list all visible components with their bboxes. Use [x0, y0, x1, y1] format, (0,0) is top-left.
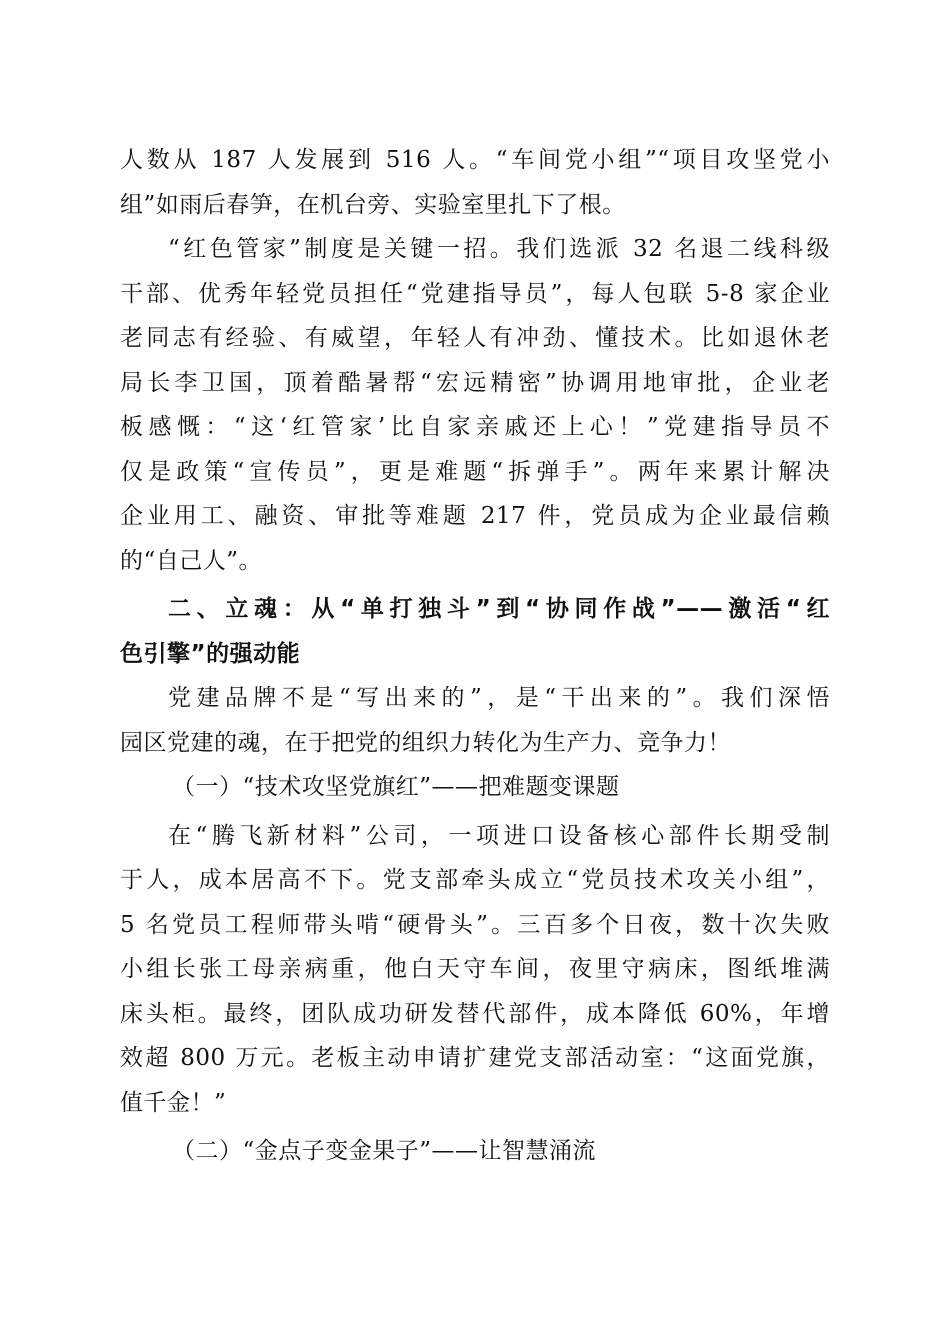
paragraph	[120, 676, 830, 765]
heading-line: 色引擎”的强动能	[120, 640, 301, 667]
text-line: 值千金！”	[120, 1089, 227, 1116]
paragraph	[120, 138, 830, 227]
text-line: 床头柜。最终，团队成功研发替代部件，成本降低 60%，年增	[120, 1000, 830, 1027]
text-line: 组”如雨后春笋，在机台旁、实验室里扎下了根。	[120, 191, 626, 218]
text-line: 人数从 187 人发展到 516 人。“车间党小组”“项目攻坚党小	[120, 147, 830, 173]
text-line: 于人，成本居高不下。党支部牵头成立“党员技术攻关小组”，	[120, 867, 830, 893]
text-line: 小组长张工母亲病重，他白天守车间，夜里守病床，图纸堆满	[120, 956, 830, 982]
text-line: “红色管家”制度是关键一招。我们选派 32 名退二线科级	[168, 236, 830, 262]
text-line: 园区党建的魂，在于把党的组织力转化为生产力、竞争力！	[120, 729, 731, 756]
section-heading	[120, 587, 830, 676]
text-line: 党建品牌不是“写出来的”，是“干出来的”。我们深悟	[168, 685, 830, 711]
text-line: 干部、优秀年轻党员担任“党建指导员”，每人包联 5-8 家企业	[120, 280, 830, 307]
subsection-heading: （一）“技术攻坚党旗红”——把难题变课题	[172, 774, 620, 800]
subsection-heading: （二）“金点子变金果子”——让智慧涌流	[172, 1138, 597, 1164]
heading-line: 二、立魂：从“单打独斗”到“协同作战”——激活“红	[168, 596, 830, 622]
document-body	[120, 138, 830, 1174]
text-line: 老同志有经验、有威望，年轻人有冲劲、懂技术。比如退休老	[120, 325, 830, 351]
text-line: 效超 800 万元。老板主动申请扩建党支部活动室：“这面党旗，	[120, 1045, 830, 1071]
paragraph	[120, 227, 830, 583]
text-line: 板感慨：“这‘红管家’比自家亲戚还上心！”党建指导员不	[120, 414, 830, 440]
text-line: 企业用工、融资、审批等难题 217 件，党员成为企业最信赖	[120, 503, 830, 529]
paragraph	[120, 814, 830, 1126]
text-line: 仅是政策“宣传员”，更是难题“拆弹手”。两年来累计解决	[120, 458, 830, 485]
text-line: 局长李卫国，顶着酷暑帮“宏远精密”协调用地审批，企业老	[120, 369, 830, 396]
text-line: 在“腾飞新材料”公司，一项进口设备核心部件长期受制	[168, 822, 830, 849]
text-line: 的“自己人”。	[120, 547, 263, 574]
text-line: 5 名党员工程师带头啃“硬骨头”。三百多个日夜，数十次失败	[120, 911, 830, 938]
